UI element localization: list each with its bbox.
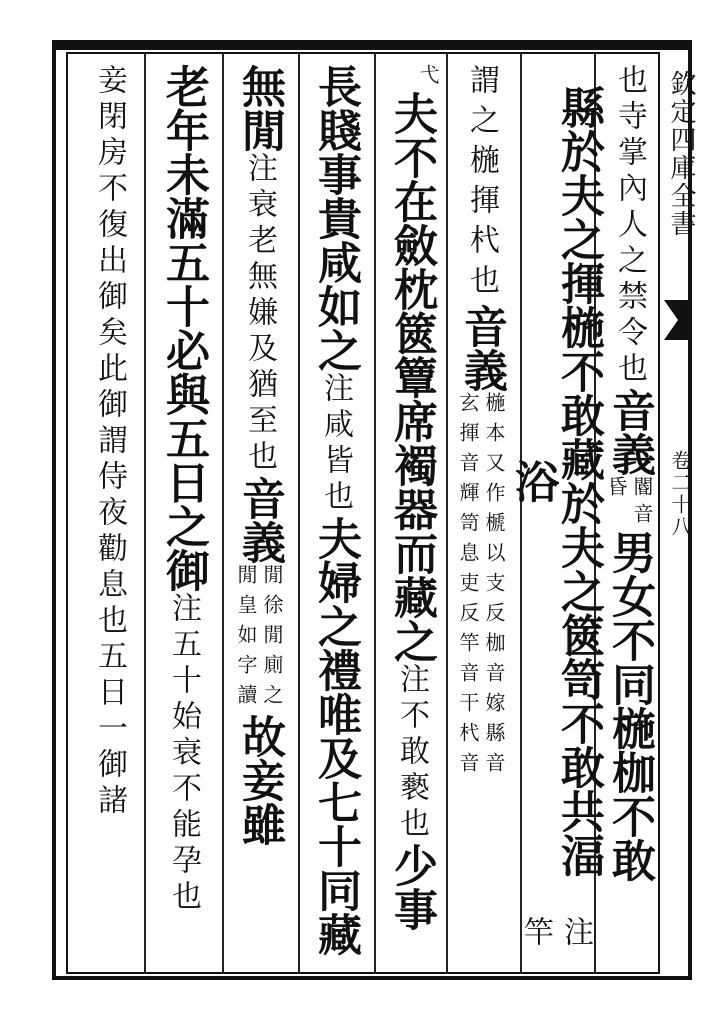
commentary-text: 注咸皆也: [318, 372, 353, 516]
note-line: 弋: [416, 64, 440, 91]
text-column-2: [507, 64, 604, 970]
column-rule: [298, 52, 300, 974]
main-text: 夫不在斂枕篋簟席襡器而藏之: [386, 91, 437, 663]
text-column-7: [154, 64, 212, 970]
column-rule: [446, 52, 448, 974]
main-text: 故妾雖: [234, 714, 285, 846]
text-column-8: [80, 64, 138, 970]
fish-tail-mark-icon: [664, 300, 692, 340]
main-text: 夫婦之禮唯及七十同藏: [310, 516, 361, 956]
double-line-note: [234, 564, 284, 714]
margin-volume-number: 卷二十八: [668, 450, 692, 538]
commentary-text: 也寺掌內人之禁令也: [612, 64, 647, 388]
top-border-bar: [52, 40, 692, 50]
note-line: 昏: [604, 476, 628, 503]
column-rule: [144, 52, 146, 974]
double-line-note: [604, 476, 654, 530]
margin-book-title: 欽定四庫全書: [666, 70, 696, 238]
commentary-text: 注五十始衰不能孕也: [166, 592, 201, 916]
double-line-note: [456, 392, 506, 782]
text-column-3: [452, 64, 510, 970]
main-text: 少事: [386, 843, 437, 931]
commentary-text: 謂之椸揮杙也: [464, 64, 499, 304]
note-line: 閽音: [630, 476, 654, 530]
commentary-text: 妾閉房不復出御矣此御謂侍夜勸息也五日一御諸: [92, 64, 127, 820]
text-column-4: [382, 64, 440, 970]
commentary-text: 注衰老無嫌及猶至也: [242, 152, 277, 476]
main-text: 無閒: [234, 64, 285, 152]
main-text: 縣於夫之揮椸不敢藏於夫之篋笥不敢共湢浴: [507, 85, 604, 878]
text-column-1: [600, 64, 658, 970]
yinyi-marker: 音義: [234, 476, 285, 564]
main-text: 老年未滿五十必與五日之御: [158, 64, 209, 592]
text-column-5: [306, 64, 364, 970]
main-text: 男女不同椸枷不敢: [604, 530, 655, 882]
text-column-6: [230, 64, 288, 970]
yinyi-marker: 音義: [604, 388, 655, 476]
yinyi-marker: 音義: [456, 304, 507, 392]
note-line: 椸本又作榹以支反枷音嫁縣音: [482, 392, 506, 782]
column-rule: [374, 52, 376, 974]
note-line: 閒徐閒廁之: [260, 564, 284, 714]
commentary-text: 注竿: [518, 916, 593, 953]
note-line: 玄揮音輝笥息吏反竿音干杙音: [456, 392, 480, 782]
note-line: 閒皇如字讀: [234, 564, 258, 714]
main-text: 長賤事貴咸如之: [310, 64, 361, 372]
commentary-text: 注不敢褻也: [394, 663, 429, 843]
column-rule: [222, 52, 224, 974]
